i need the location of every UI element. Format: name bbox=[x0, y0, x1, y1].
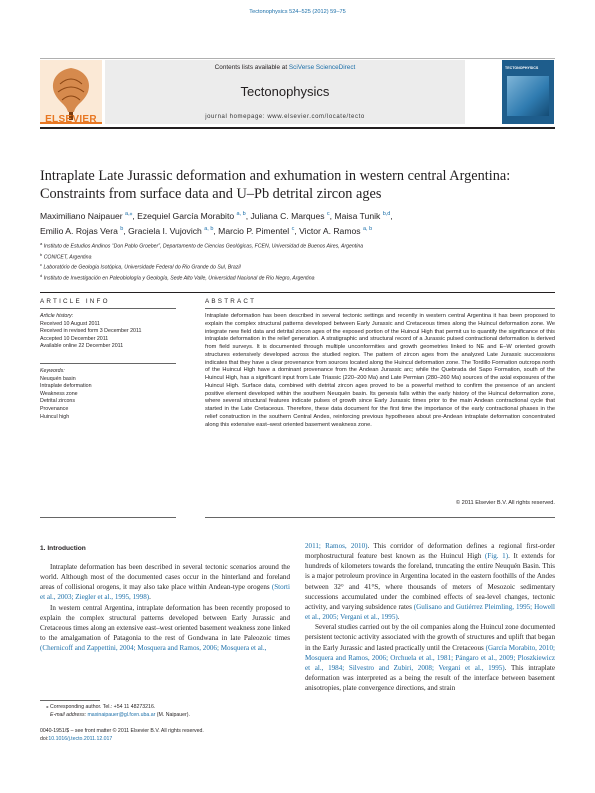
author-affiliation-marker[interactable]: b bbox=[120, 225, 124, 232]
history-item: Received in revised form 3 December 2011 bbox=[40, 328, 142, 335]
citation-link[interactable]: (Gulisano and Gutiérrez Pleimling, 1995; Howell et al., 2005; Vergani et al., 1995) bbox=[305, 602, 555, 622]
article-title bbox=[40, 168, 555, 203]
sciencedirect-link[interactable]: SciVerse ScienceDirect bbox=[288, 64, 356, 71]
footnote-corresponding: ⁎ Corresponding author. Tel.: +54 11 48273216. bbox=[46, 704, 156, 710]
abstract-rule bbox=[205, 308, 555, 309]
abstract-bottom-rule bbox=[205, 517, 555, 518]
keyword[interactable]: Weakness zone bbox=[40, 390, 78, 397]
front-matter-notice: 0040-1951/$ – see front matter © 2011 Elsevier B.V. All rights reserved. bbox=[40, 728, 204, 734]
body-paragraph: 2011; Ramos, 2010). This corridor of deformation defines a regional first-order morphostructural feature best known as the Huincul High (Fig. 1). It extends for hundreds of kilometers towards the foreland, truncating the entire Neuquén Basin. This is a major petroleum province in Argentina located in the eastern foothills of the Andes between 32° and 41°S, where thousands of meters of Mesozoic sedimentary successions accumulated under the combined effects of sea-level changes, tectonic activity, and varying subsidence rates (Gulisano and Gutiérrez Pleimling, 1995; Howell et al., 2005; Vergani et al., 1995). bbox=[305, 542, 555, 622]
author-list bbox=[40, 208, 555, 238]
body-paragraph: Several studies carried out by the oil companies along the Huincul zone documented persistent tectonic activity associated with the growth of structures and uplift that began in the Early Jurassic and lasted practically until the Cretaceous (García Morabito, 2010; Mosquera and Ramos, 2006; Orchuela et al., 1981; Pángaro et al., 2009; Ploszkiewicz et al., 1984; Silvestro and Zubiri, 2008; Vergani et al., 1995). This intraplate deformation was interpreted as a being the result of the interface between basement anisotropies, plate convergence directions, and strain bbox=[305, 623, 555, 693]
author-affiliation-marker[interactable]: a, b bbox=[236, 211, 246, 217]
history-item: Received 10 August 2011 bbox=[40, 320, 100, 327]
doi-link[interactable]: 10.1016/j.tecto.2011.12.017 bbox=[48, 735, 113, 742]
footnote-rule bbox=[40, 700, 100, 701]
affiliation: $^c$ Laboratório de Geologia Isotópica, Universidade Federal do Rio Grande do Sul, Brazil bbox=[40, 262, 241, 272]
author[interactable]: Marcio P. Pimentel $^c$, bbox=[218, 225, 300, 236]
footnote-email: E-mail address: maxinaipauer@gl.fcen.uba.ar (M. Naipauer). bbox=[50, 711, 190, 718]
citation-link[interactable]: (García Morabito, 2010; Mosquera and Ramos, 2006; Orchuela et al., 1981; Pángaro et al., 2009; Ploszkiewicz et al., 1984; Silvestro and Zubiri, 2008; Vergani et al., 1995) bbox=[305, 643, 555, 672]
doi-line: doi:10.1016/j.tecto.2011.12.017 bbox=[40, 735, 113, 742]
keyword-list bbox=[40, 368, 180, 421]
affiliation-list bbox=[40, 240, 555, 283]
author-affiliation-marker[interactable]: b,d bbox=[382, 211, 391, 217]
cover-image bbox=[507, 76, 549, 116]
masthead-bottom-rule bbox=[40, 127, 555, 129]
journal-citation[interactable]: Tectonophysics 524–525 (2012) 59–75 bbox=[249, 9, 346, 15]
author-affiliation-marker[interactable]: a, b bbox=[204, 225, 214, 232]
article-info-rule bbox=[40, 308, 176, 309]
keywords-label: Keywords: bbox=[40, 368, 65, 374]
author[interactable]: Victor A. Ramos $^{a, b}$ bbox=[299, 225, 373, 236]
keywords-rule bbox=[40, 363, 176, 364]
citation-link[interactable]: (Chernicoff and Zappettini, 2004; Mosquera and Ramos, 2006; Mosquera et al., bbox=[40, 644, 267, 653]
abstract-heading: ABSTRACT bbox=[205, 298, 257, 305]
journal-title: Tectonophysics bbox=[240, 84, 330, 99]
keyword[interactable]: Intraplate deformation bbox=[40, 383, 92, 390]
author[interactable]: Emilio A. Rojas Vera $^b$, bbox=[40, 225, 129, 236]
body-column-right bbox=[305, 541, 555, 693]
body-paragraph: In western central Argentina, intraplate deformation has been recently proposed to explain the complex structural patterns developed between Early Jurassic and Cretaceous times along an extensive east–west oriented basement weakness zone linked to the amalgamation of Patagonia to the rest of Gondwana in late Paleozoic times (Chernicoff and Zappettini, 2004; Mosquera and Ramos, 2006; Mosquera et al., bbox=[40, 603, 290, 653]
email-link[interactable]: maxinaipauer@gl.fcen.uba.ar bbox=[87, 711, 156, 718]
section-divider bbox=[40, 292, 555, 293]
author-affiliation-marker[interactable]: a,⁎ bbox=[125, 211, 133, 217]
corresponding-author-footnote bbox=[40, 704, 290, 719]
author-affiliation-marker[interactable]: a, b bbox=[362, 225, 373, 232]
author[interactable]: Graciela I. Vujovich $^{a, b}$, bbox=[128, 225, 219, 236]
author-affiliation-marker[interactable]: c bbox=[291, 225, 295, 232]
cover-title: TECTONOPHYSICS bbox=[505, 66, 539, 70]
journal-masthead bbox=[40, 24, 555, 130]
author[interactable]: Maximiliano Naipauer $^{a,⁎}$, bbox=[40, 210, 138, 221]
keyword[interactable]: Huincul high bbox=[40, 413, 70, 420]
contents-prefix: Contents lists available at bbox=[214, 64, 289, 71]
elsevier-wordmark: ELSEVIER bbox=[45, 114, 97, 125]
history-label: Article history: bbox=[40, 313, 74, 319]
citation-link[interactable]: 2011; Ramos, 2010) bbox=[305, 542, 368, 550]
article-info-heading: ARTICLE INFO bbox=[40, 298, 110, 305]
title-line-1: Intraplate Late Jurassic deformation and exhumation in western central Argentina: bbox=[40, 168, 511, 184]
abstract-body: Intraplate deformation has been described in several tectonic settings and recently in western central Argentina it has been proposed to explain the complex structural patterns developed between Early Jurassic and Cretaceous times along the Huincul deformation zone. We integrate new field data and detrital zircon ages of the exposed portion of the Huincul High that permit us to quantify the significance of this intraplate deformation in the relief generation. A stratigraphic and structural record of a Jurassic pulsed contractional deformation is derived from field surveys. It is documented through multiple unconformities and growth geometries linked to NE and E–W oriented growth structures extensively developed across the studied region. The pattern of zircon ages from the analyzed Late Jurassic successions indicates that they have a clear provenance from sources located along the Huincul deformation zone. The Tordillo Formation outcrops north of the Huincul High have a dominant provenance from the Andean Jurassic arc; while the Quebrada del Sapo Formation, south of the Huincul High, has a significant input from Late Triassic (220–200 Ma) and Late Permian (280–260 Ma) sources of the axial exposures of the Huincul High. Surface data, combined with detrital zircon ages proved to be a powerful method to confirm the presence of an ancient positive element developed within the southern Neuquén basin. Its genesis falls within the early history of the Huincul deformation zone, where several structural features indicate pulses of growth since Early Jurassic times prior to the main Andean contractional cycle that started in the Late Cretaceous. Therefore, these data document for the first time the importance of the early contractional phases in the relief construction in the southern Central Andes, reinforcing previous hypotheses about pre-Andean intraplate deformation concentrated along this extensive east–west oriented basement weakness zone. bbox=[205, 313, 555, 428]
keyword[interactable]: Neuquén basin bbox=[40, 375, 76, 382]
section-heading-introduction: 1. Introduction bbox=[40, 545, 86, 552]
article-info-bottom-rule bbox=[40, 517, 176, 518]
author[interactable]: Juliana C. Marques $^c$, bbox=[250, 210, 335, 221]
figure-link[interactable]: (Fig. 1) bbox=[484, 552, 509, 561]
article-history bbox=[40, 313, 180, 351]
citation-link[interactable]: (Storti et al., 2003; Ziegler et al., 1995, 1998) bbox=[40, 583, 290, 602]
copyright-notice: © 2011 Elsevier B.V. All rights reserved. bbox=[455, 500, 555, 506]
author[interactable]: Maisa Tunik $^{b,d}$, bbox=[334, 210, 393, 221]
history-item: Accepted 10 December 2011 bbox=[40, 335, 109, 342]
affiliation: $^d$ Instituto de Investigación en Paleobiología y Geología, Sede Alto Valle, Universidad Nacional de Río Negro, Argentina bbox=[40, 273, 315, 282]
journal-cover-thumbnail[interactable] bbox=[502, 60, 554, 124]
contents-availability bbox=[105, 64, 465, 71]
journal-homepage[interactable]: journal homepage: www.elsevier.com/locate/tecto bbox=[205, 114, 365, 120]
body-paragraph: Intraplate deformation has been described in several tectonic scenarios around the world. Although most of the documented cases occur in the hinterland and foreland areas of collisional orogens, it may also take place within Andean-type orogens (Storti et al., 2003; Ziegler et al., 1995, 1998). bbox=[40, 563, 290, 602]
keyword[interactable]: Provenance bbox=[40, 405, 69, 412]
affiliation: $^b$ CONICET, Argentina bbox=[40, 251, 92, 261]
history-item: Available online 22 December 2011 bbox=[40, 343, 124, 350]
masthead-top-rule bbox=[40, 58, 555, 59]
issn-footer bbox=[40, 728, 300, 743]
affiliation: $^a$ Instituto de Estudios Andinos “Don Pablo Groeber”, Departamento de Ciencias Geológicas, FCEN, Universidad de Buenos Aires, Argentina bbox=[40, 241, 364, 250]
keyword[interactable]: Detrital zircons bbox=[40, 398, 76, 405]
body-column-left bbox=[40, 562, 290, 653]
title-line-2: Constraints from surface data and U–Pb detrital zircon ages bbox=[40, 185, 382, 202]
author[interactable]: Ezequiel García Morabito $^{a, b}$, bbox=[137, 210, 251, 221]
author-affiliation-marker[interactable]: c bbox=[326, 211, 330, 217]
